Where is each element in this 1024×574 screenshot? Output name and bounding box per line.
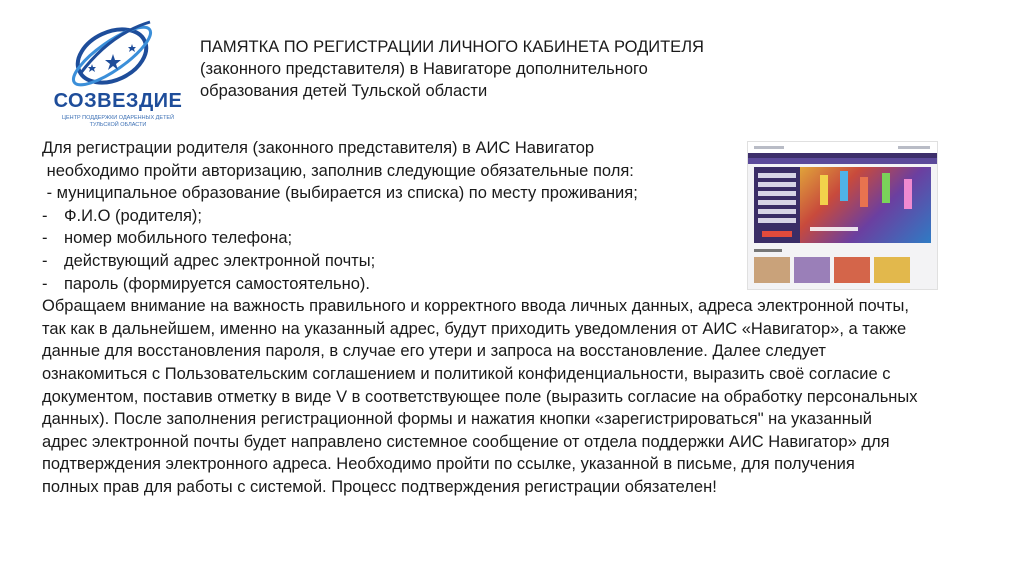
list-dash: - (42, 206, 48, 225)
page-title (200, 36, 760, 102)
screenshot-button (762, 231, 792, 237)
screenshot-hero-image (800, 167, 931, 243)
screenshot-photo (794, 257, 830, 283)
screenshot-photo (754, 257, 790, 283)
title-line-1: ПАМЯТКА ПО РЕГИСТРАЦИИ ЛИЧНОГО КАБИНЕТА РОДИТЕЛЯ (200, 38, 704, 56)
screenshot-login-form (754, 167, 800, 243)
list-item-text: номер мобильного телефона; (64, 229, 293, 248)
list-dash: - (42, 251, 48, 270)
list-item-text: Ф.И.О (родителя); (64, 206, 202, 225)
sozvezdie-logo (40, 14, 190, 132)
paragraph-line: так как в дальнейшем, именно на указанный адрес, будут приходить уведомления от АИС «Навигатор», а также (42, 319, 907, 338)
list-dash: - (42, 229, 48, 248)
intro-line-1: Для регистрации родителя (законного представителя) в АИС Навигатор (42, 139, 595, 157)
paragraph-line: Обращаем внимание на важность правильного и корректного ввода личных данных, адреса электронной почты, (42, 297, 909, 316)
logo-title: СОЗВЕЗДИЕ (53, 90, 183, 112)
paragraph-line: полных прав для работы с системой. Процесс подтверждения регистрации обязателен! (42, 477, 717, 496)
paragraph-line: подтверждения электронного адреса. Необходимо пройти по ссылке, указанной в письме, для получения (42, 455, 855, 474)
paragraph-line: данные для восстановления пароля, в случае его утери и запроса на восстановление. Далее следует (42, 342, 826, 361)
navigator-site-screenshot (747, 141, 938, 290)
logo-subtitle: ЦЕНТР ПОДДЕРЖКИ ОДАРЕННЫХ ДЕТЕЙ ТУЛЬСКОЙ ОБЛАСТИ (61, 115, 175, 128)
screenshot-photo (834, 257, 870, 283)
main-paragraph (42, 295, 988, 498)
intro-line-2: необходимо пройти авторизацию, заполнив следующие обязательные поля: (42, 161, 634, 180)
screenshot-photo (874, 257, 910, 283)
title-line-2: (законного представителя) в Навигаторе дополнительного (200, 60, 648, 78)
list-item-text: действующий адрес электронной почты; (64, 251, 376, 270)
screenshot-menu (748, 158, 937, 164)
intro-line-3: - муниципальное образование (выбирается из списка) по месту проживания; (42, 184, 638, 203)
screenshot-hero-caption (810, 227, 858, 231)
list-dash: - (42, 274, 48, 293)
list-item-text: пароль (формируется самостоятельно). (64, 274, 370, 293)
paragraph-line: адрес электронной почты будет направлено системное сообщение от отдела поддержки АИС Навигатор» для (42, 432, 890, 451)
paragraph-line: данных). После заполнения регистрационной формы и нажатия кнопки «зарегистрироваться" на указанный (42, 410, 872, 429)
paragraph-line: ознакомиться с Пользовательским соглашением и политикой конфиденциальности, выразить своё согласие с (42, 364, 891, 383)
screenshot-topbar (748, 142, 937, 153)
paragraph-line: документом, поставив отметку в виде V в соответствующее поле (выразить согласие на обработку персональных (42, 387, 918, 406)
constellation-emblem-icon (40, 14, 190, 94)
screenshot-catalog-label (754, 249, 782, 252)
title-line-3: образования детей Тульской области (200, 82, 488, 100)
